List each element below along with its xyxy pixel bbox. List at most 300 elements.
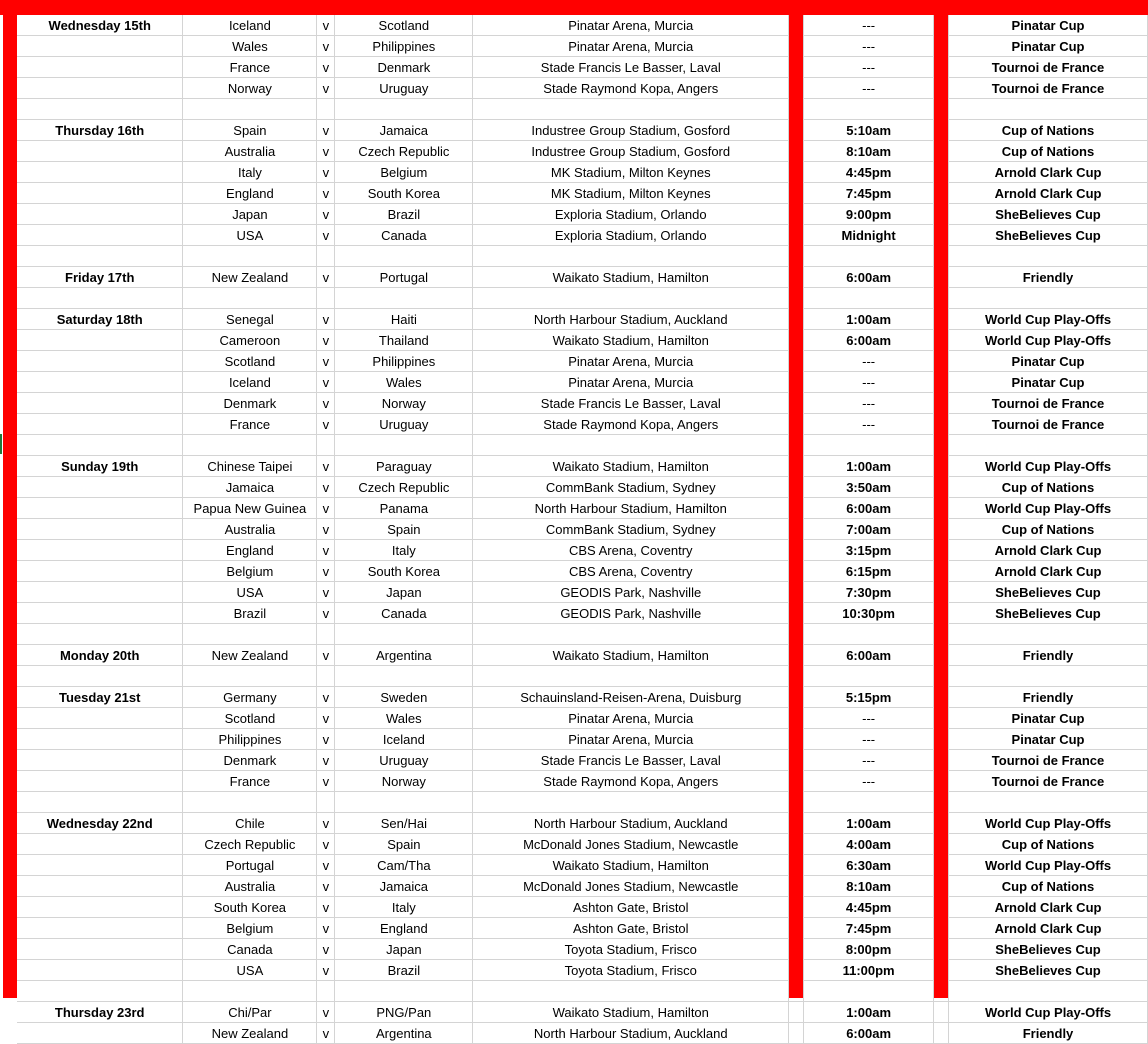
competition-cell[interactable]: Cup of Nations [949,519,1148,540]
away-team-cell[interactable]: Belgium [335,162,473,183]
competition-cell[interactable]: Tournoi de France [949,750,1148,771]
venue-cell[interactable]: Pinatar Arena, Murcia [473,708,789,729]
kickoff-time-cell[interactable]: 1:00am [804,1002,934,1023]
day-cell[interactable] [17,939,183,960]
home-team-cell[interactable]: Chile [183,813,317,834]
kickoff-time-cell[interactable]: --- [804,351,934,372]
versus-cell[interactable]: v [317,813,335,834]
venue-cell[interactable]: Toyota Stadium, Frisco [473,939,789,960]
day-cell[interactable] [17,57,183,78]
versus-cell[interactable] [317,624,335,645]
day-cell[interactable] [17,981,183,1002]
home-team-cell[interactable]: Cameroon [183,330,317,351]
venue-cell[interactable]: Waikato Stadium, Hamilton [473,267,789,288]
venue-cell[interactable]: MK Stadium, Milton Keynes [473,183,789,204]
kickoff-time-cell[interactable] [804,435,934,456]
venue-cell[interactable]: McDonald Jones Stadium, Newcastle [473,876,789,897]
day-cell[interactable] [17,204,183,225]
kickoff-time-cell[interactable]: 1:00am [804,813,934,834]
day-cell[interactable]: Wednesday 22nd [17,813,183,834]
venue-cell[interactable]: Stade Francis Le Basser, Laval [473,750,789,771]
day-cell[interactable] [17,477,183,498]
competition-cell[interactable]: Friendly [949,267,1148,288]
day-cell[interactable] [17,792,183,813]
away-team-cell[interactable]: Sweden [335,687,473,708]
kickoff-time-cell[interactable]: 6:00am [804,330,934,351]
home-team-cell[interactable]: Canada [183,939,317,960]
home-team-cell[interactable]: Jamaica [183,477,317,498]
versus-cell[interactable]: v [317,897,335,918]
venue-cell[interactable]: Industree Group Stadium, Gosford [473,120,789,141]
versus-cell[interactable]: v [317,267,335,288]
versus-cell[interactable]: v [317,15,335,36]
away-team-cell[interactable]: England [335,918,473,939]
versus-cell[interactable]: v [317,603,335,624]
away-team-cell[interactable]: Iceland [335,729,473,750]
competition-cell[interactable]: World Cup Play-Offs [949,813,1148,834]
home-team-cell[interactable]: USA [183,582,317,603]
kickoff-time-cell[interactable]: --- [804,393,934,414]
day-cell[interactable] [17,834,183,855]
day-cell[interactable] [17,288,183,309]
venue-cell[interactable]: Toyota Stadium, Frisco [473,960,789,981]
venue-cell[interactable]: Pinatar Arena, Murcia [473,36,789,57]
away-team-cell[interactable]: Italy [335,897,473,918]
venue-cell[interactable] [473,981,789,1002]
day-cell[interactable]: Wednesday 15th [17,15,183,36]
venue-cell[interactable] [473,288,789,309]
away-team-cell[interactable]: Spain [335,519,473,540]
competition-cell[interactable]: World Cup Play-Offs [949,1002,1148,1023]
competition-cell[interactable]: Pinatar Cup [949,729,1148,750]
versus-cell[interactable]: v [317,309,335,330]
competition-cell[interactable]: SheBelieves Cup [949,582,1148,603]
versus-cell[interactable]: v [317,939,335,960]
day-cell[interactable] [17,351,183,372]
venue-cell[interactable]: Exploria Stadium, Orlando [473,225,789,246]
day-cell[interactable] [17,603,183,624]
kickoff-time-cell[interactable]: Midnight [804,225,934,246]
away-team-cell[interactable]: Jamaica [335,120,473,141]
away-team-cell[interactable]: PNG/Pan [335,1002,473,1023]
competition-cell[interactable]: Pinatar Cup [949,351,1148,372]
competition-cell[interactable]: SheBelieves Cup [949,939,1148,960]
home-team-cell[interactable]: Belgium [183,918,317,939]
versus-cell[interactable]: v [317,183,335,204]
away-team-cell[interactable] [335,288,473,309]
day-cell[interactable] [17,183,183,204]
day-cell[interactable] [17,78,183,99]
venue-cell[interactable]: CBS Arena, Coventry [473,561,789,582]
versus-cell[interactable]: v [317,225,335,246]
day-cell[interactable] [17,897,183,918]
away-team-cell[interactable]: Norway [335,771,473,792]
versus-cell[interactable]: v [317,687,335,708]
kickoff-time-cell[interactable]: 7:00am [804,519,934,540]
venue-cell[interactable] [473,435,789,456]
versus-cell[interactable]: v [317,771,335,792]
competition-cell[interactable] [949,981,1148,1002]
venue-cell[interactable] [473,666,789,687]
versus-cell[interactable]: v [317,960,335,981]
kickoff-time-cell[interactable]: 4:45pm [804,162,934,183]
home-team-cell[interactable]: Chi/Par [183,1002,317,1023]
away-team-cell[interactable] [335,624,473,645]
venue-cell[interactable]: Pinatar Arena, Murcia [473,15,789,36]
home-team-cell[interactable]: Germany [183,687,317,708]
away-team-cell[interactable]: Portugal [335,267,473,288]
home-team-cell[interactable]: Australia [183,141,317,162]
competition-cell[interactable]: Friendly [949,687,1148,708]
versus-cell[interactable]: v [317,498,335,519]
away-team-cell[interactable] [335,99,473,120]
competition-cell[interactable]: SheBelieves Cup [949,960,1148,981]
kickoff-time-cell[interactable]: 10:30pm [804,603,934,624]
versus-cell[interactable]: v [317,855,335,876]
competition-cell[interactable]: World Cup Play-Offs [949,855,1148,876]
day-cell[interactable]: Thursday 23rd [17,1002,183,1023]
venue-cell[interactable]: Industree Group Stadium, Gosford [473,141,789,162]
day-cell[interactable] [17,771,183,792]
home-team-cell[interactable]: Denmark [183,393,317,414]
day-cell[interactable] [17,918,183,939]
venue-cell[interactable]: Schauinsland-Reisen-Arena, Duisburg [473,687,789,708]
day-cell[interactable] [17,582,183,603]
versus-cell[interactable] [317,792,335,813]
home-team-cell[interactable]: Senegal [183,309,317,330]
versus-cell[interactable]: v [317,645,335,666]
venue-cell[interactable]: MK Stadium, Milton Keynes [473,162,789,183]
versus-cell[interactable]: v [317,1023,335,1044]
venue-cell[interactable]: North Harbour Stadium, Auckland [473,1023,789,1044]
away-team-cell[interactable]: Czech Republic [335,477,473,498]
home-team-cell[interactable]: USA [183,960,317,981]
away-team-cell[interactable]: Sen/Hai [335,813,473,834]
competition-cell[interactable]: SheBelieves Cup [949,603,1148,624]
versus-cell[interactable]: v [317,456,335,477]
kickoff-time-cell[interactable]: 3:50am [804,477,934,498]
competition-cell[interactable]: Arnold Clark Cup [949,183,1148,204]
day-cell[interactable]: Tuesday 21st [17,687,183,708]
kickoff-time-cell[interactable] [804,792,934,813]
home-team-cell[interactable]: Japan [183,204,317,225]
competition-cell[interactable]: Pinatar Cup [949,15,1148,36]
home-team-cell[interactable]: Scotland [183,708,317,729]
spacer-cell[interactable] [789,1002,804,1023]
day-cell[interactable] [17,561,183,582]
day-cell[interactable] [17,372,183,393]
versus-cell[interactable]: v [317,162,335,183]
away-team-cell[interactable]: Spain [335,834,473,855]
versus-cell[interactable]: v [317,57,335,78]
home-team-cell[interactable]: France [183,57,317,78]
competition-cell[interactable] [949,99,1148,120]
versus-cell[interactable]: v [317,351,335,372]
away-team-cell[interactable] [335,981,473,1002]
kickoff-time-cell[interactable]: 8:10am [804,876,934,897]
day-cell[interactable] [17,498,183,519]
day-cell[interactable]: Friday 17th [17,267,183,288]
venue-cell[interactable] [473,624,789,645]
home-team-cell[interactable] [183,99,317,120]
competition-cell[interactable] [949,288,1148,309]
competition-cell[interactable]: Friendly [949,1023,1148,1044]
competition-cell[interactable]: Cup of Nations [949,876,1148,897]
away-team-cell[interactable]: Italy [335,540,473,561]
away-team-cell[interactable]: Argentina [335,645,473,666]
away-team-cell[interactable] [335,666,473,687]
venue-cell[interactable]: CommBank Stadium, Sydney [473,477,789,498]
versus-cell[interactable]: v [317,372,335,393]
home-team-cell[interactable] [183,666,317,687]
venue-cell[interactable]: GEODIS Park, Nashville [473,582,789,603]
away-team-cell[interactable]: Wales [335,372,473,393]
day-cell[interactable] [17,162,183,183]
venue-cell[interactable]: CBS Arena, Coventry [473,540,789,561]
versus-cell[interactable]: v [317,393,335,414]
venue-cell[interactable]: CommBank Stadium, Sydney [473,519,789,540]
kickoff-time-cell[interactable] [804,288,934,309]
competition-cell[interactable]: Tournoi de France [949,78,1148,99]
day-cell[interactable] [17,393,183,414]
competition-cell[interactable] [949,624,1148,645]
day-cell[interactable] [17,225,183,246]
venue-cell[interactable] [473,792,789,813]
versus-cell[interactable] [317,288,335,309]
kickoff-time-cell[interactable]: --- [804,57,934,78]
versus-cell[interactable]: v [317,519,335,540]
kickoff-time-cell[interactable]: 8:10am [804,141,934,162]
day-cell[interactable] [17,960,183,981]
versus-cell[interactable] [317,246,335,267]
competition-cell[interactable]: Cup of Nations [949,120,1148,141]
home-team-cell[interactable]: England [183,183,317,204]
kickoff-time-cell[interactable]: 9:00pm [804,204,934,225]
kickoff-time-cell[interactable]: 7:45pm [804,918,934,939]
day-cell[interactable] [17,330,183,351]
home-team-cell[interactable] [183,792,317,813]
away-team-cell[interactable]: Philippines [335,351,473,372]
kickoff-time-cell[interactable]: 6:00am [804,267,934,288]
away-team-cell[interactable]: Philippines [335,36,473,57]
venue-cell[interactable]: Stade Francis Le Basser, Laval [473,57,789,78]
kickoff-time-cell[interactable]: --- [804,708,934,729]
kickoff-time-cell[interactable]: --- [804,414,934,435]
day-cell[interactable] [17,141,183,162]
venue-cell[interactable]: GEODIS Park, Nashville [473,603,789,624]
home-team-cell[interactable]: South Korea [183,897,317,918]
kickoff-time-cell[interactable]: 6:00am [804,498,934,519]
kickoff-time-cell[interactable]: 11:00pm [804,960,934,981]
away-team-cell[interactable]: Thailand [335,330,473,351]
day-cell[interactable] [17,36,183,57]
home-team-cell[interactable]: France [183,414,317,435]
versus-cell[interactable] [317,99,335,120]
competition-cell[interactable]: Arnold Clark Cup [949,897,1148,918]
competition-cell[interactable]: Pinatar Cup [949,372,1148,393]
spacer-cell[interactable] [934,1002,949,1023]
away-team-cell[interactable]: Panama [335,498,473,519]
away-team-cell[interactable]: Scotland [335,15,473,36]
home-team-cell[interactable]: Iceland [183,15,317,36]
home-team-cell[interactable]: Iceland [183,372,317,393]
day-cell[interactable] [17,729,183,750]
venue-cell[interactable]: Stade Raymond Kopa, Angers [473,771,789,792]
venue-cell[interactable]: Waikato Stadium, Hamilton [473,456,789,477]
versus-cell[interactable]: v [317,561,335,582]
away-team-cell[interactable] [335,435,473,456]
venue-cell[interactable]: Pinatar Arena, Murcia [473,351,789,372]
versus-cell[interactable]: v [317,78,335,99]
day-cell[interactable]: Thursday 16th [17,120,183,141]
versus-cell[interactable]: v [317,120,335,141]
kickoff-time-cell[interactable]: --- [804,78,934,99]
competition-cell[interactable]: Arnold Clark Cup [949,162,1148,183]
kickoff-time-cell[interactable]: 1:00am [804,309,934,330]
versus-cell[interactable]: v [317,918,335,939]
day-cell[interactable]: Monday 20th [17,645,183,666]
venue-cell[interactable]: Waikato Stadium, Hamilton [473,1002,789,1023]
competition-cell[interactable]: Pinatar Cup [949,36,1148,57]
away-team-cell[interactable]: Cam/Tha [335,855,473,876]
kickoff-time-cell[interactable] [804,981,934,1002]
versus-cell[interactable]: v [317,36,335,57]
day-cell[interactable] [17,750,183,771]
home-team-cell[interactable]: USA [183,225,317,246]
versus-cell[interactable]: v [317,204,335,225]
venue-cell[interactable] [473,246,789,267]
venue-cell[interactable]: North Harbour Stadium, Hamilton [473,498,789,519]
versus-cell[interactable]: v [317,540,335,561]
competition-cell[interactable]: World Cup Play-Offs [949,456,1148,477]
day-cell[interactable] [17,414,183,435]
away-team-cell[interactable]: Brazil [335,204,473,225]
competition-cell[interactable] [949,666,1148,687]
day-cell[interactable] [17,624,183,645]
venue-cell[interactable]: Waikato Stadium, Hamilton [473,645,789,666]
away-team-cell[interactable]: Japan [335,582,473,603]
versus-cell[interactable] [317,666,335,687]
day-cell[interactable] [17,246,183,267]
kickoff-time-cell[interactable]: --- [804,771,934,792]
day-cell[interactable]: Sunday 19th [17,456,183,477]
versus-cell[interactable] [317,981,335,1002]
away-team-cell[interactable]: Brazil [335,960,473,981]
home-team-cell[interactable] [183,246,317,267]
versus-cell[interactable]: v [317,414,335,435]
home-team-cell[interactable] [183,288,317,309]
home-team-cell[interactable]: New Zealand [183,267,317,288]
day-cell[interactable] [17,708,183,729]
home-team-cell[interactable]: Australia [183,876,317,897]
competition-cell[interactable]: Tournoi de France [949,771,1148,792]
home-team-cell[interactable]: Italy [183,162,317,183]
versus-cell[interactable]: v [317,330,335,351]
competition-cell[interactable]: Friendly [949,645,1148,666]
day-cell[interactable] [17,855,183,876]
home-team-cell[interactable]: Philippines [183,729,317,750]
home-team-cell[interactable]: Papua New Guinea [183,498,317,519]
away-team-cell[interactable]: Canada [335,603,473,624]
spacer-cell[interactable] [934,1023,949,1044]
day-cell[interactable] [17,99,183,120]
versus-cell[interactable]: v [317,582,335,603]
venue-cell[interactable]: Stade Francis Le Basser, Laval [473,393,789,414]
competition-cell[interactable]: Cup of Nations [949,477,1148,498]
home-team-cell[interactable]: Brazil [183,603,317,624]
kickoff-time-cell[interactable]: --- [804,729,934,750]
venue-cell[interactable]: Ashton Gate, Bristol [473,918,789,939]
away-team-cell[interactable]: Japan [335,939,473,960]
versus-cell[interactable] [317,435,335,456]
day-cell[interactable] [17,666,183,687]
competition-cell[interactable] [949,435,1148,456]
competition-cell[interactable]: World Cup Play-Offs [949,309,1148,330]
venue-cell[interactable]: North Harbour Stadium, Auckland [473,309,789,330]
away-team-cell[interactable]: Denmark [335,57,473,78]
kickoff-time-cell[interactable]: 6:00am [804,1023,934,1044]
kickoff-time-cell[interactable]: 5:10am [804,120,934,141]
kickoff-time-cell[interactable]: 6:15pm [804,561,934,582]
home-team-cell[interactable]: Scotland [183,351,317,372]
kickoff-time-cell[interactable]: --- [804,750,934,771]
competition-cell[interactable]: SheBelieves Cup [949,225,1148,246]
home-team-cell[interactable]: New Zealand [183,1023,317,1044]
kickoff-time-cell[interactable]: --- [804,15,934,36]
spacer-cell[interactable] [789,1023,804,1044]
venue-cell[interactable]: Pinatar Arena, Murcia [473,729,789,750]
competition-cell[interactable]: World Cup Play-Offs [949,498,1148,519]
venue-cell[interactable]: Exploria Stadium, Orlando [473,204,789,225]
away-team-cell[interactable]: Paraguay [335,456,473,477]
away-team-cell[interactable]: Norway [335,393,473,414]
day-cell[interactable]: Saturday 18th [17,309,183,330]
kickoff-time-cell[interactable]: 1:00am [804,456,934,477]
versus-cell[interactable]: v [317,750,335,771]
away-team-cell[interactable]: Jamaica [335,876,473,897]
home-team-cell[interactable]: Czech Republic [183,834,317,855]
away-team-cell[interactable] [335,792,473,813]
away-team-cell[interactable]: South Korea [335,561,473,582]
competition-cell[interactable]: Tournoi de France [949,414,1148,435]
home-team-cell[interactable] [183,981,317,1002]
venue-cell[interactable]: North Harbour Stadium, Auckland [473,813,789,834]
venue-cell[interactable]: Waikato Stadium, Hamilton [473,330,789,351]
venue-cell[interactable]: McDonald Jones Stadium, Newcastle [473,834,789,855]
venue-cell[interactable]: Waikato Stadium, Hamilton [473,855,789,876]
away-team-cell[interactable]: Argentina [335,1023,473,1044]
kickoff-time-cell[interactable]: --- [804,36,934,57]
venue-cell[interactable]: Stade Raymond Kopa, Angers [473,414,789,435]
home-team-cell[interactable]: Chinese Taipei [183,456,317,477]
competition-cell[interactable]: SheBelieves Cup [949,204,1148,225]
away-team-cell[interactable]: Haiti [335,309,473,330]
kickoff-time-cell[interactable]: 4:00am [804,834,934,855]
home-team-cell[interactable]: Denmark [183,750,317,771]
competition-cell[interactable] [949,246,1148,267]
versus-cell[interactable]: v [317,729,335,750]
versus-cell[interactable]: v [317,1002,335,1023]
competition-cell[interactable] [949,792,1148,813]
competition-cell[interactable]: Cup of Nations [949,834,1148,855]
home-team-cell[interactable]: Portugal [183,855,317,876]
competition-cell[interactable]: World Cup Play-Offs [949,330,1148,351]
kickoff-time-cell[interactable]: 5:15pm [804,687,934,708]
away-team-cell[interactable]: Uruguay [335,750,473,771]
kickoff-time-cell[interactable]: 6:30am [804,855,934,876]
versus-cell[interactable]: v [317,834,335,855]
home-team-cell[interactable]: New Zealand [183,645,317,666]
